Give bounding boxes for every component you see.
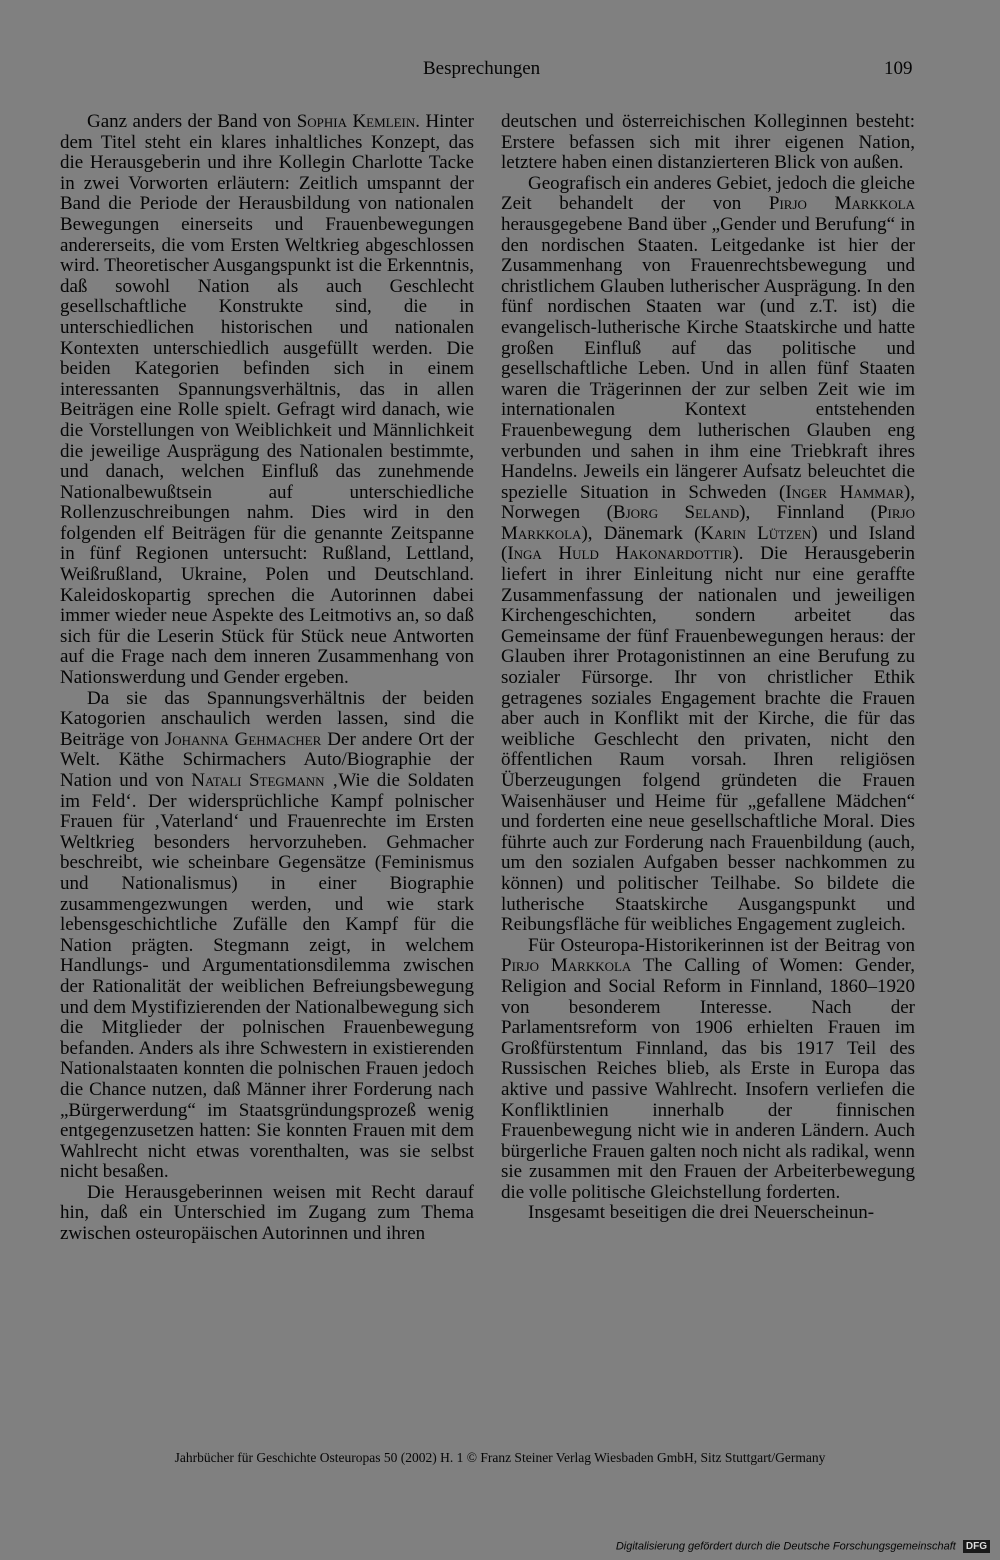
- author-name: Sophia Kemlein: [296, 111, 416, 132]
- running-head: [0, 58, 1000, 86]
- text-run: ), Norwegen (: [501, 481, 915, 524]
- paragraph: [501, 936, 915, 1204]
- author-name: Natali Stegmann: [191, 770, 325, 791]
- section-title: Besprechungen: [423, 58, 541, 79]
- paragraph: deutschen und österreichischen Kolleginnen besteht: Erstere befassen sich mit ihrer eigenen Nation, letztere haben einen distanzierteren Blick von außen.: [501, 111, 915, 174]
- paragraph: Insgesamt beseitigen die drei Neuerscheinun-: [528, 1202, 875, 1224]
- paragraph: Die Herausgeberinnen weisen mit Recht darauf hin, daß ein Unterschied im Zugang zum Thema zwischen osteuropäischen Autorinnen und ihren: [60, 1181, 474, 1245]
- dfg-logo: DFG: [963, 1540, 990, 1553]
- text-run: Ganz anders der Band von: [87, 111, 297, 132]
- text-run: Geografisch ein anderes Gebiet, jedoch die gleiche Zeit behandelt der von: [501, 172, 915, 215]
- author-name: Karin Lützen: [700, 522, 812, 544]
- digitization-text: Digitalisierung gefördert durch die Deutsche Forschungsgemeinschaft: [615, 1540, 956, 1553]
- author-name: Johanna Gehmacher: [164, 728, 322, 750]
- left-column: [60, 112, 474, 1245]
- text-run: herausgegebene Band über „Gender und Berufung“ in den nordischen Staaten. Leitgedanke ist hier der Zusammenhang von Frauenrechtsbewegung und christlichem Glauben lutherischer Ausprägung. In den fünf nordischen Staaten war (und z.T. ist) die evangelisch-lutherische Kirche Staatskirche und hatte großen Einfluß auf das politische und gesellschaftliche Leben. Und in allen fünf Staaten waren die Trägerinnen der zur selben Zeit wie im internationalen Kontext entstehenden Frauenbewegung dem lutherischen Glauben eng verbunden und sahen in ihm eine Triebkraft ihres Handelns. Jeweils ein längerer Aufsatz beleuchtet die spezielle Situation in Schweden (: [501, 213, 915, 503]
- author-name: Inger Hammar: [785, 481, 904, 503]
- text-run: . Hinter dem Titel steht ein klares inhaltliches Konzept, das die Herausgeberin und ihre Kollegin Charlotte Tacke in zwei Vorworten erläutern: Zeitlich umspannt der Band die Periode der Herausbildung von nationalen Bewegungen einerseits und Frauenbewegungen andererseits, die vom Ersten Weltkrieg abgeschlossen wird. Theoretischer Ausgangspunkt ist die Erkenntnis, daß sowohl Nation als auch Geschlecht gesellschaftliche Konstrukte sind, die in unterschiedlichen historischen und nationalen Kontexten unterschiedlich ausgefüllt werden. Die beiden Kategorien befinden sich in einem interessanten Spannungsverhältnis, das in allen Beiträgen eine Rolle spielt. Gefragt wird danach, wie die Vorstellungen von Weiblichkeit und Männlichkeit die jeweilige Ausprägung des Nationalen bestimmte, und danach, welchen Einfluß das zunehmende Nationalbewußtsein auf unterschiedliche Rollenzuschreibungen nahm. Dies wird in den folgenden elf Beiträgen für die genannte Zeitspanne in fünf Regionen untersucht: Rußland, Lettland, Weißrußland, Ukraine, Polen und Deutschland. Kaleidoskopartig sprechen die Autorinnen dabei immer wieder neue Aspekte des Leitmotivs an, so daß sich für die Leserin Stück für Stück neue Antworten auf die Frage nach dem inneren Zusammenhang von Nationswerdung und Gender ergeben.: [60, 111, 474, 689]
- journal-citation: Jahrbücher für Geschichte Osteuropas 50 (2002) H. 1 © Franz Steiner Verlag Wiesbaden GmbH, Sitz Stuttgart/Germany: [174, 1450, 826, 1465]
- author-name: Pirjo Markkola: [768, 193, 915, 215]
- author-name: Pirjo Markkola: [501, 955, 632, 977]
- paragraph: [60, 112, 474, 689]
- text-run: ). Die Herausgeberin liefert in ihrer Einleitung nicht nur eine geraffte Zusammenfassung der nationalen und jeweiligen Kirchengeschichten, sondern arbeitet das Gemeinsame der fünf Frauenbewegungen heraus: der Glauben ihrer Protagonistinnen an eine Berufung zu sozialer Fürsorge. Ihr von christlicher Ethik getragenes soziales Engagement brachte die Frauen aber auch in Konflikt mit der Kirche, die für das weibliche Geschlecht den privaten, nicht den öffentlichen Raum vorsah. Ihren religiösen Überzeugungen folgend gründeten die Frauen Waisenhäuser und Heime für „gefallene Mädchen“ und forderten eine neue gesellschaftliche Moral. Dies führte auch zur Forderung nach Frauenbildung (auch, um den sozialen Aufgaben besser nachkommen zu können) und politischer Teilhabe. So bildete die lutherische Staatskirche Ausgangspunkt und Reibungsfläche für weibliches Engagement zugleich.: [501, 543, 916, 936]
- text-run: ), Finnland (: [739, 502, 877, 524]
- page-number: 109: [884, 58, 913, 79]
- text-run: The Calling of Women: Gender, Religion and Social Reform in Finnland, 1860–1920 von besonderem Interesse. Nach der Parlamentsreform von 1906 erhielten Frauen im Großfürstentum Finnland, das bis 1917 Teil des Russischen Reiches blieb, als Erste in Europa das aktive und passive Wahlrecht. Insofern verliefen die Konfliktlinien innerhalb der finnischen Frauenbewegung nicht wie in anderen Ländern. Auch bürgerliche Frauen galten noch nicht als radikal, wenn sie zusammen mit den Frauen der Arbeiterbewegung die volle politische Gleichstellung forderten.: [501, 955, 915, 1203]
- paragraph: [60, 689, 474, 1183]
- author-name: Inga Huld Hakonardottir: [507, 543, 733, 565]
- right-column: [501, 112, 915, 1224]
- text-run: ‚Wie die Soldaten im Feld‘. Der widersprüchliche Kampf polnischer Frauen für ‚Vaterland‘ und Frauenrechte im Ersten Weltkrieg besonders hervorzuheben. Gehmacher beschreibt, wie scheinbare Gegensätze (Feminismus und Nationalismus) in einer Biographie zusammengezwungen werden, und wie stark lebensgeschichtliche Zufälle den Kampf für die Nation prägten. Stegmann zeigt, in welchem Handlungs- und Argumentationsdilemma zwischen der Rationalität der weiblichen Befreiungsbewegung und dem Mystifizierenden der Nationalbewegung sich die Mitglieder der polnischen Frauenbewegung befanden. Anders als ihre Schwestern in existierenden Nationalstaaten konnten die polnischen Frauen jedoch die Chance nutzen, daß Männer ihrer Forderung nach „Bürgerwerdung“ im Staatsgründungsprozeß wenig entgegenzusetzen hatten: Sie konnten Frauen mit dem Wahlrecht nicht etwas vorenthalten, was sie selbst nicht besaßen.: [60, 770, 474, 1183]
- author-name: Pirjo Markkola: [501, 502, 915, 544]
- text-run: Da sie das Spannungsverhältnis der beiden Katogorien anschaulich werden lassen, sind die Beiträge von: [60, 687, 474, 750]
- paragraph: [501, 174, 915, 936]
- text-run: Für Osteuropa-Historikerinnen ist der Beitrag von: [528, 934, 915, 956]
- text-run: ) und Island (: [501, 522, 916, 565]
- digitization-note: [0, 1540, 990, 1553]
- author-name: Bjorg Seland: [612, 502, 740, 524]
- text-run: Der andere Ort der Welt. Käthe Schirmachers Auto/Biographie der Nation und von: [60, 728, 474, 791]
- text-run: ), Dänemark (: [581, 522, 701, 544]
